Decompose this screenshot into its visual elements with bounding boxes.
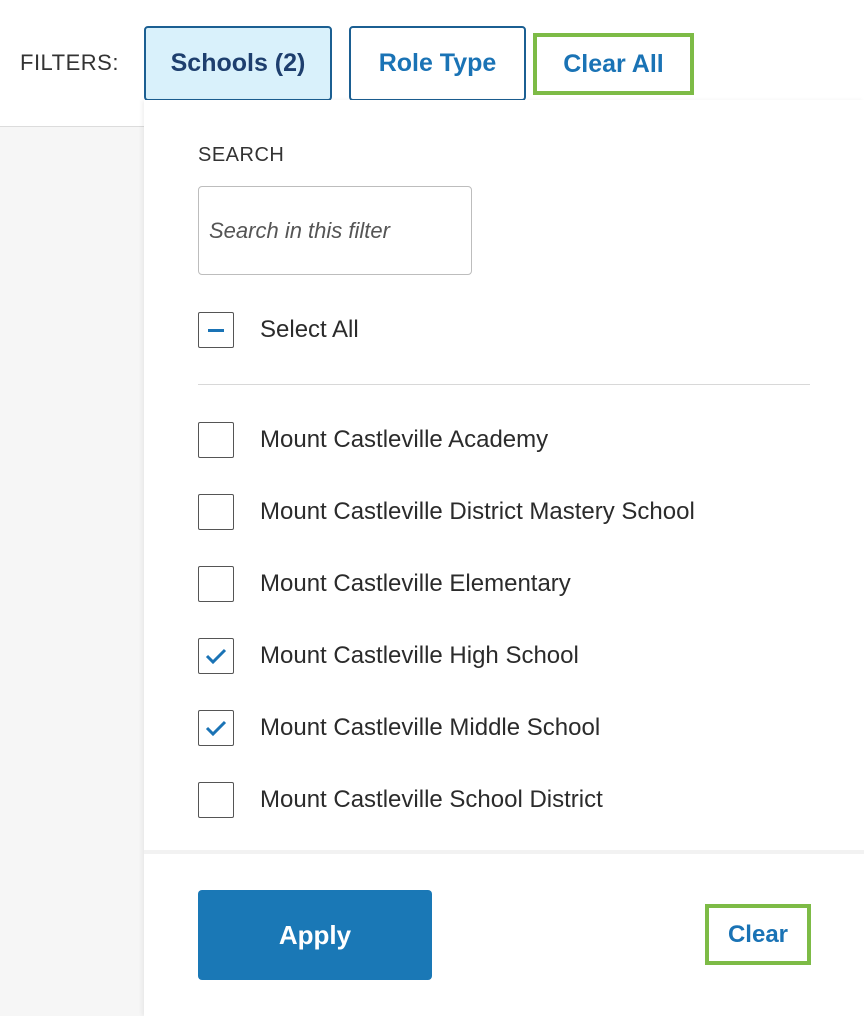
filters-label: FILTERS: [20, 50, 119, 75]
list-item[interactable] [198, 494, 818, 530]
minus-icon [208, 329, 224, 332]
option-checkbox-checked[interactable] [198, 710, 234, 746]
option-checkbox[interactable] [198, 422, 234, 458]
footer-divider [144, 850, 864, 854]
apply-button[interactable]: Apply [198, 890, 432, 980]
search-input[interactable] [198, 186, 472, 275]
checkmark-icon [205, 719, 227, 737]
clear-all-button[interactable]: Clear All [533, 33, 694, 95]
role-type-filter-button[interactable]: Role Type [349, 26, 526, 101]
option-label: Mount Castleville Academy [260, 426, 549, 453]
schools-filter-button[interactable]: Schools (2) [144, 26, 332, 101]
list-item[interactable] [198, 422, 818, 458]
divider [198, 384, 810, 385]
list-item[interactable] [198, 566, 818, 602]
clear-button[interactable]: Clear [705, 904, 811, 965]
option-label: Mount Castleville School District [260, 786, 603, 813]
option-checkbox[interactable] [198, 494, 234, 530]
option-checkbox-checked[interactable] [198, 638, 234, 674]
list-item[interactable] [198, 638, 818, 674]
option-label: Mount Castleville High School [260, 642, 579, 669]
search-label: SEARCH [198, 144, 285, 166]
checkmark-icon [205, 647, 227, 665]
list-item[interactable] [198, 782, 818, 818]
select-all-checkbox[interactable] [198, 312, 234, 348]
option-checkbox[interactable] [198, 566, 234, 602]
option-label: Mount Castleville District Mastery School [260, 498, 695, 525]
schools-filter-dropdown [144, 100, 864, 1016]
option-label: Mount Castleville Elementary [260, 570, 571, 597]
list-item[interactable] [198, 710, 818, 746]
select-all-label: Select All [260, 316, 359, 343]
option-checkbox[interactable] [198, 782, 234, 818]
select-all-row[interactable] [198, 312, 818, 348]
option-label: Mount Castleville Middle School [260, 714, 601, 741]
